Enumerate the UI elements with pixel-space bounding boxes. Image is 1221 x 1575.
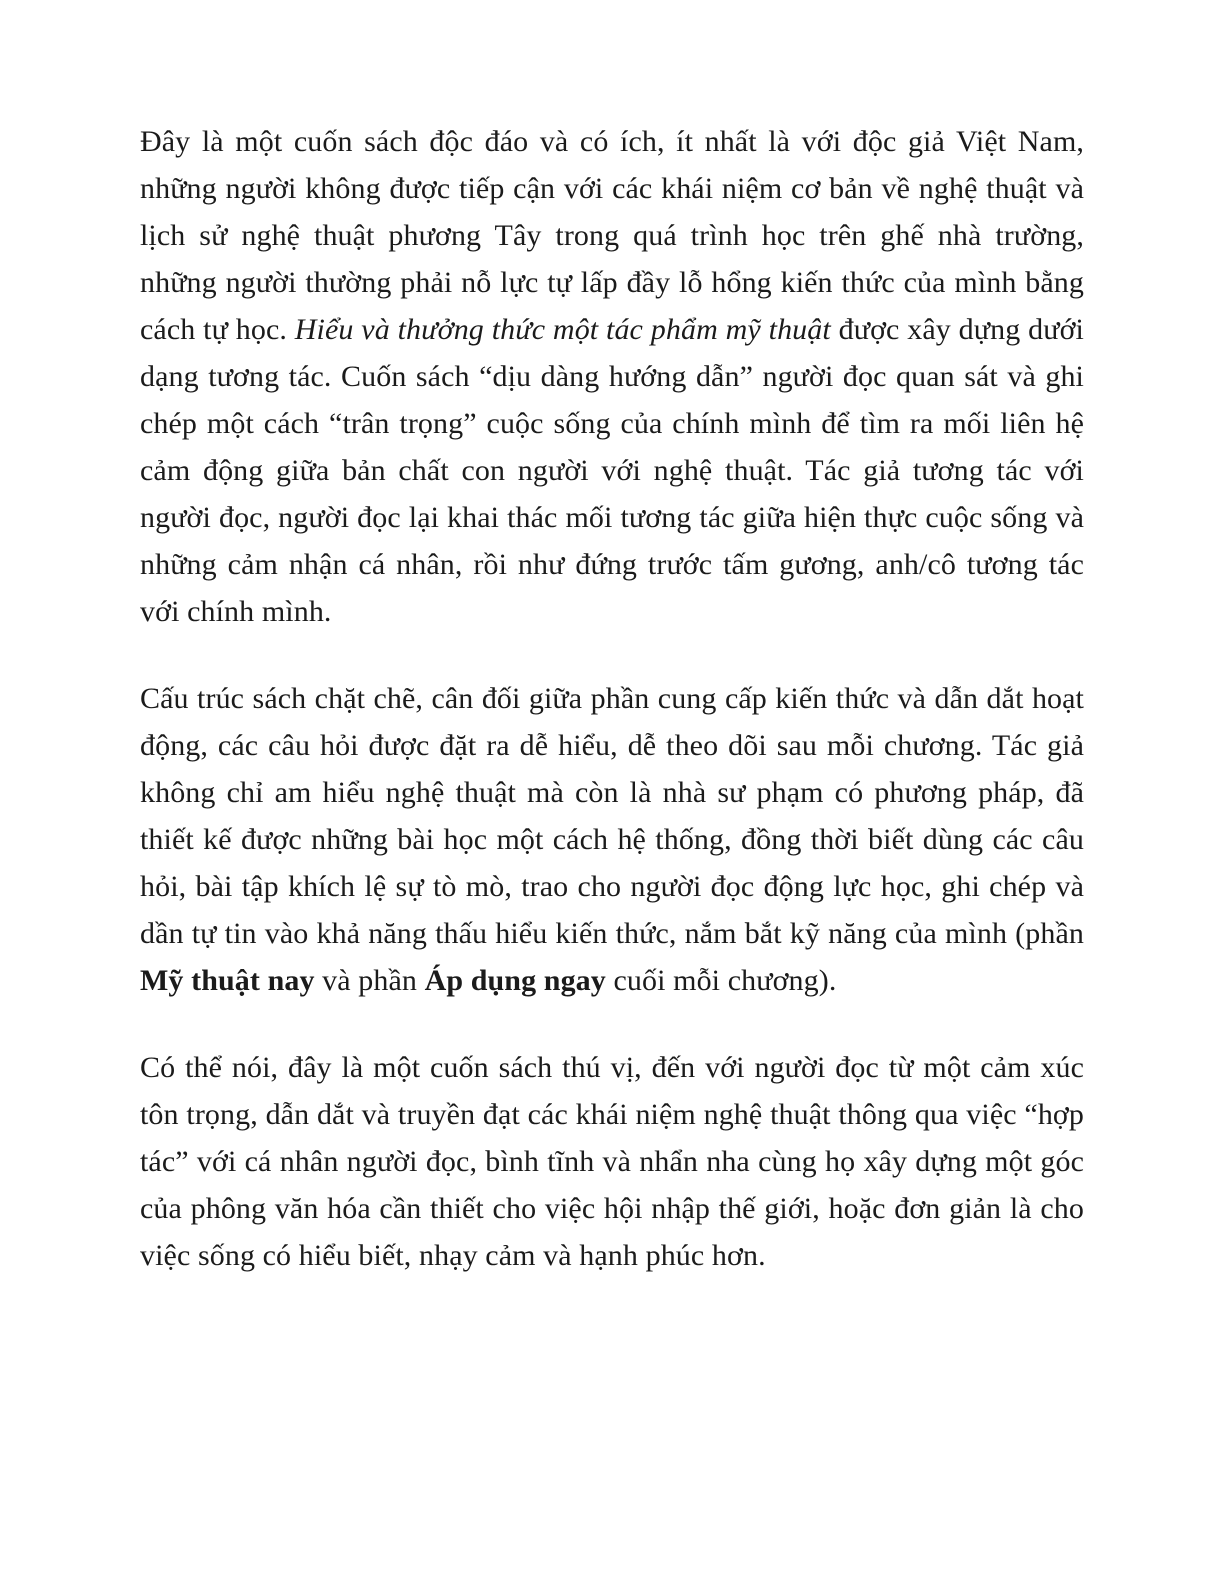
text-segment: và phần [314, 964, 425, 997]
paragraph [140, 675, 1084, 1004]
text-block [140, 118, 1084, 1279]
paragraph [140, 118, 1084, 635]
paragraph [140, 1044, 1084, 1279]
text-segment: Mỹ thuật nay [140, 964, 315, 997]
text-segment: Cấu trúc sách chặt chẽ, cân đối giữa phần cung cấp kiến thức và dẫn dắt hoạt động, các câu hỏi được đặt ra dễ hiểu, dễ theo dõi sau mỗi chương. Tác giả không chỉ am hiểu nghệ thuật mà còn là nhà sư phạm có phương pháp, đã thiết kế được những bài học một cách hệ thống, đồng thời biết dùng các câu hỏi, bài tập khích lệ sự tò mò, trao cho người đọc động lực học, ghi chép và dần tự tin vào khả năng thấu hiểu kiến thức, nắm bắt kỹ năng của mình (phần [140, 682, 1084, 950]
text-segment: Có thể nói, đây là một cuốn sách thú vị, đến với người đọc từ một cảm xúc tôn trọng, dẫn dắt và truyền đạt các khái niệm nghệ thuật thông qua việc “hợp tác” với cá nhân người đọc, bình tĩnh và nhẩn nha cùng họ xây dựng một góc của phông văn hóa cần thiết cho việc hội nhập thế giới, hoặc đơn giản là cho việc sống có hiểu biết, nhạy cảm và hạnh phúc hơn. [140, 1051, 1084, 1272]
text-segment: được xây dựng dưới dạng tương tác. Cuốn sách “dịu dàng hướng dẫn” người đọc quan sát và ghi chép một cách “trân trọng” cuộc sống của chính mình để tìm ra mối liên hệ cảm động giữa bản chất con người với nghệ thuật. Tác giả tương tác với người đọc, người đọc lại khai thác mối tương tác giữa hiện thực cuộc sống và những cảm nhận cá nhân, rồi như đứng trước tấm gương, anh/cô tương tác với chính mình. [140, 313, 1084, 628]
text-segment: cuối mỗi chương). [605, 964, 837, 997]
text-segment: Hiểu và thưởng thức một tác phẩm mỹ thuật [294, 313, 831, 346]
text-segment: Đây là một cuốn sách độc đáo và có ích, ít nhất là với độc giả Việt Nam, những người không được tiếp cận với các khái niệm cơ bản về nghệ thuật và lịch sử nghệ thuật phương Tây trong quá trình học trên ghế nhà trường, những người thường phải nỗ lực tự lấp đầy lỗ hổng kiến thức của mình bằng cách tự học. [140, 125, 1084, 346]
text-segment: Áp dụng ngay [424, 964, 606, 997]
